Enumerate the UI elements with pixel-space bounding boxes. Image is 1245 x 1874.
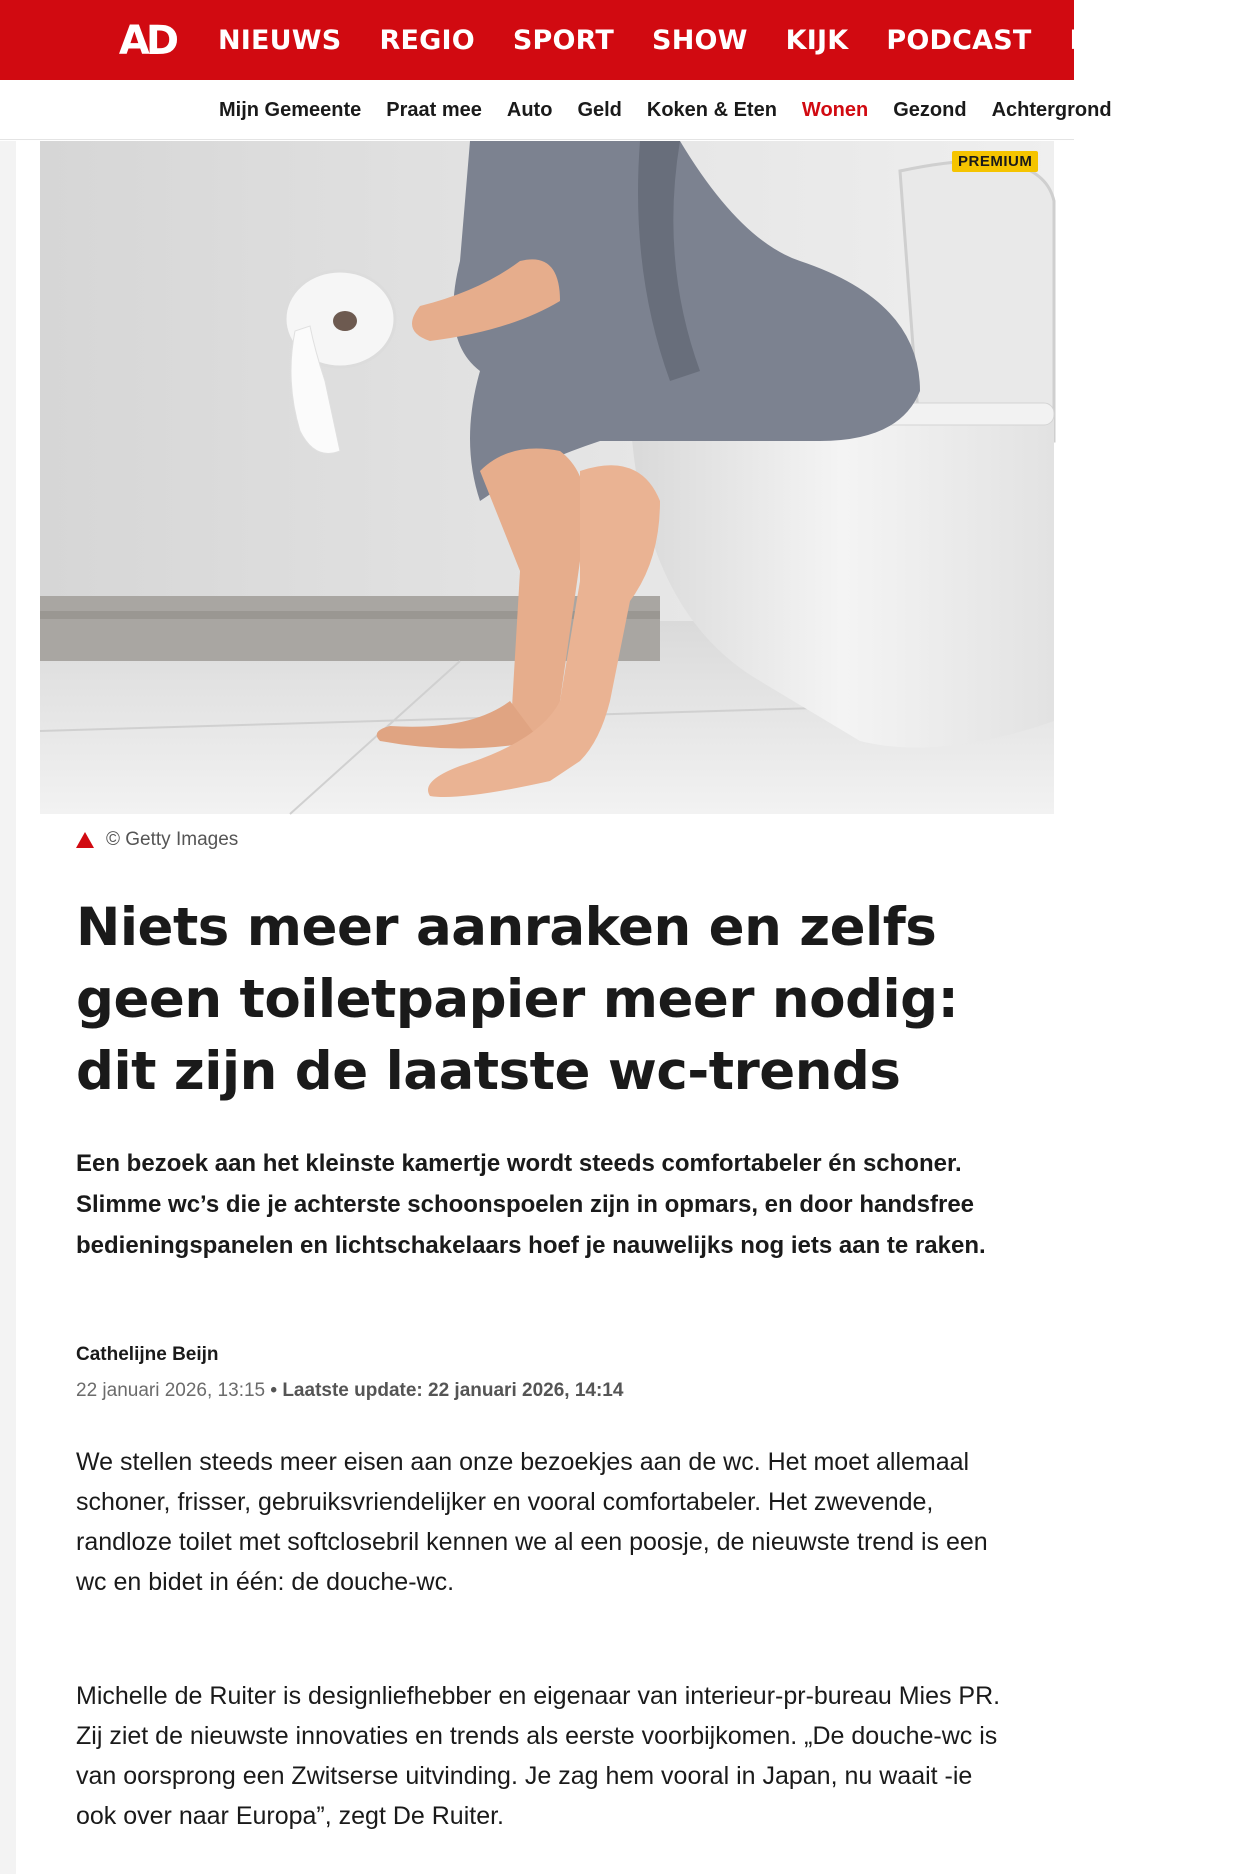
premium-badge: PREMIUM — [952, 151, 1038, 172]
svg-text:AD: AD — [118, 18, 176, 64]
subnav-auto[interactable]: Auto — [506, 98, 553, 121]
published-date: 22 januari 2026, 13:15 — [76, 1380, 266, 1401]
subnav-wonen[interactable]: Wonen — [801, 98, 869, 121]
article-dates — [76, 1380, 623, 1402]
nav-sport[interactable]: SPORT — [512, 24, 615, 56]
section-navigation-bar — [0, 80, 1112, 140]
image-credit: © Getty Images — [106, 829, 239, 850]
nav-regio[interactable]: REGIO — [379, 24, 475, 56]
nav-podcast[interactable]: PODCAST — [886, 24, 1032, 56]
section-nav — [219, 80, 1137, 140]
article-intro: Een bezoek aan het kleinste kamertje wordt steeds comfortabeler én schoner. Slimme wc’s die je achterste schoonspoelen zijn in opmars, en door handsfree bedieningspanelen en lichtschakelaars hoef je nauwelijks nog iets aan te raken. — [76, 1150, 986, 1259]
ad-logo-mark — [116, 18, 178, 64]
subnav-praat-mee[interactable]: Praat mee — [386, 98, 482, 121]
nav-kijk[interactable]: KIJK — [785, 24, 849, 56]
caret-up-icon[interactable] — [76, 832, 94, 848]
subnav-koken-eten[interactable]: Koken & Eten — [646, 98, 777, 121]
author-name[interactable]: Cathelijne Beijn — [76, 1344, 219, 1365]
image-caption — [76, 829, 238, 851]
hero-image[interactable] — [40, 141, 1054, 814]
subnav-achtergrond[interactable]: Achtergrond — [991, 98, 1112, 121]
updated-date: Laatste update: 22 januari 2026, 14:14 — [282, 1380, 624, 1401]
nav-nieuws[interactable]: NIEUWS — [218, 24, 342, 56]
subnav-geld[interactable]: Geld — [577, 98, 622, 121]
subnav-mijn-gemeente[interactable]: Mijn Gemeente — [219, 98, 362, 121]
article-paragraph: Michelle de Ruiter is designliefhebber en eigenaar van interieur-pr-bureau Mies PR. Zij ziet de nieuwste innovaties en trends als eerste voorbijkomen. „De douche-wc is van oorsprong een Zwitserse uitvinding. Je zag hem vooral in Japan, nu waait -ie ook over naar Europa”, zegt De Ruiter. — [76, 1682, 1001, 1830]
main-nav — [218, 0, 1245, 80]
hero-illustration — [40, 141, 1054, 814]
nav-show[interactable]: SHOW — [652, 24, 748, 56]
date-separator: • — [265, 1380, 283, 1401]
article-title: Niets meer aanraken en zelfs geen toiletpapier meer nodig: dit zijn de laatste wc-trends — [76, 897, 959, 1102]
top-navigation-bar — [0, 0, 1207, 80]
subnav-gezond[interactable]: Gezond — [893, 98, 967, 121]
left-gutter — [0, 141, 16, 1874]
nav-puzzels[interactable]: PUZZELS — [1069, 24, 1207, 56]
ad-logo[interactable] — [116, 18, 178, 64]
article-paragraph: We stellen steeds meer eisen aan onze bezoekjes aan de wc. Het moet allemaal schoner, frisser, gebruiksvriendelijker en vooral comfortabeler. Het zwevende, randloze toilet met softclosebril kennen we al een poosje, de nieuwste trend is een wc en bidet in één: de douche-wc. — [76, 1448, 988, 1596]
